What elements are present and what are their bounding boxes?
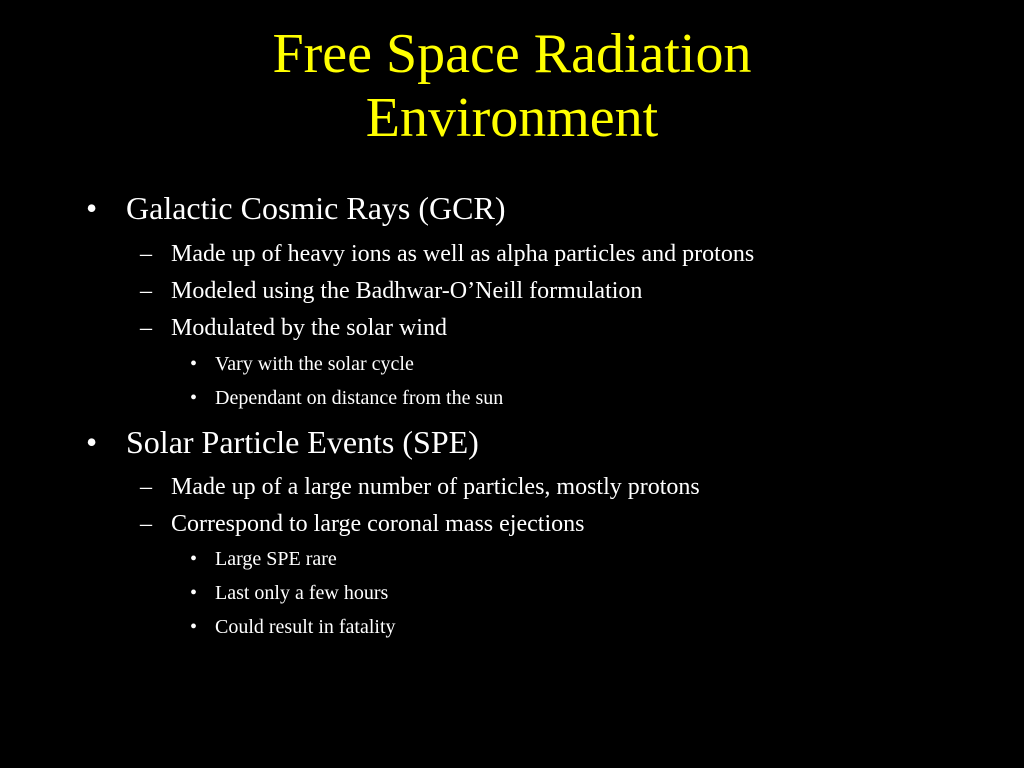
spe-item-1: Made up of a large number of particles, mostly protons <box>171 474 700 500</box>
dash-marker: – <box>140 278 152 304</box>
gcr-item-3: Modulated by the solar wind <box>171 315 447 341</box>
title-line-1: Free Space Radiation <box>272 23 752 85</box>
spe-subitem-1: Large SPE rare <box>215 548 337 570</box>
gcr-item-1: Made up of heavy ions as well as alpha particles and protons <box>171 241 755 267</box>
spe-subitem-3: Could result in fatality <box>215 616 396 638</box>
dash-marker: – <box>140 241 152 267</box>
gcr-item-2: Modeled using the Badhwar-O’Neill formulation <box>171 278 643 304</box>
gcr-subitem-2: Dependant on distance from the sun <box>215 387 504 409</box>
bullet-marker: • <box>86 190 98 226</box>
gcr-subitem-1: Vary with the solar cycle <box>215 353 414 375</box>
bullet-marker: • <box>86 424 98 460</box>
slide-title <box>0 22 1024 150</box>
sub-bullet-marker: • <box>190 548 198 570</box>
dash-marker: – <box>140 511 152 537</box>
title-line-2: Environment <box>365 87 659 149</box>
sub-bullet-marker: • <box>190 616 198 638</box>
bullet-gcr: Galactic Cosmic Rays (GCR) <box>126 190 506 226</box>
sub-bullet-marker: • <box>190 387 198 409</box>
dash-marker: – <box>140 474 152 500</box>
sub-bullet-marker: • <box>190 353 198 375</box>
spe-subitem-2: Last only a few hours <box>215 582 389 604</box>
dash-marker: – <box>140 315 152 341</box>
sub-bullet-marker: • <box>190 582 198 604</box>
spe-item-2: Correspond to large coronal mass ejections <box>171 511 585 537</box>
bullet-spe: Solar Particle Events (SPE) <box>126 424 479 460</box>
